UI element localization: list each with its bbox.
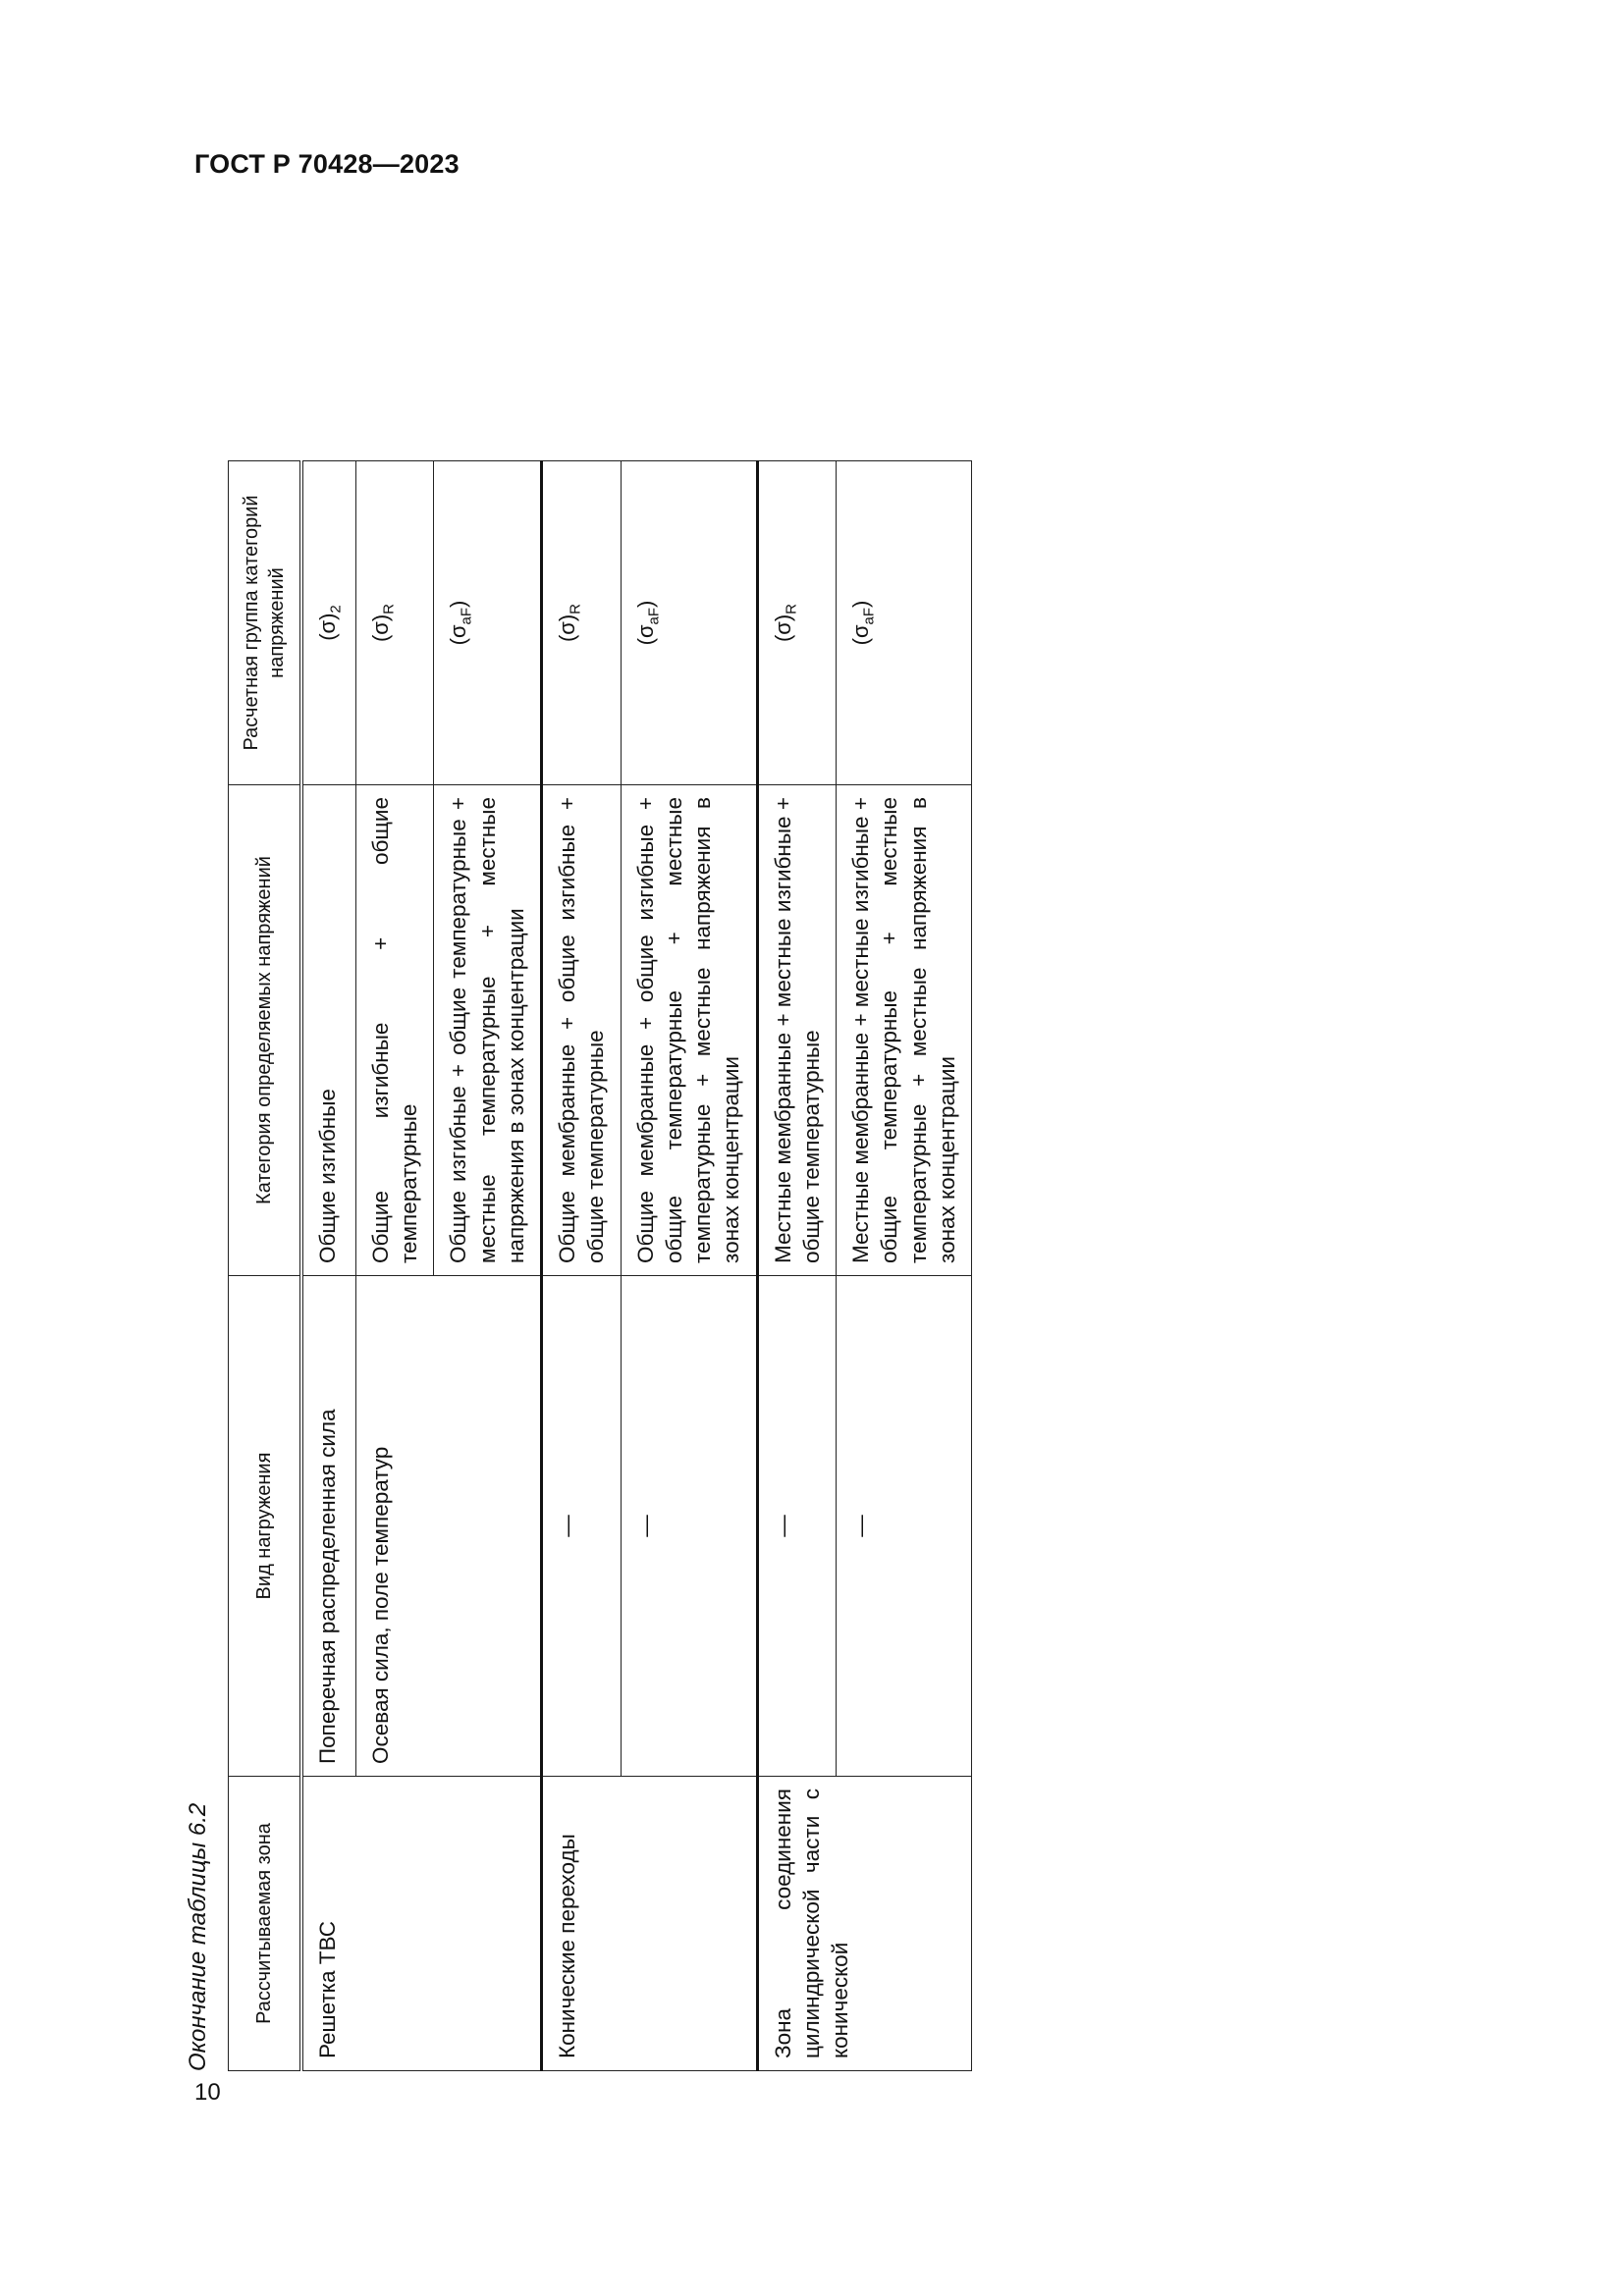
col-header-category: Категория определяемых напряжений bbox=[229, 785, 302, 1276]
document-code: ГОСТ Р 70428—2023 bbox=[194, 149, 460, 179]
group-cell bbox=[301, 461, 355, 785]
col-header-group: Расчетная группа категорий напряжений bbox=[229, 461, 302, 785]
table-row bbox=[757, 461, 837, 2071]
load-cell: — bbox=[837, 1276, 972, 1777]
category-line: температурные bbox=[397, 1103, 422, 1263]
zone-cell: Конические переходы bbox=[542, 1777, 758, 2071]
group-symbol: $(\sigma)_2$ bbox=[315, 605, 345, 641]
group-cell bbox=[355, 461, 434, 785]
group-symbol: $(\sigma_{aF})$ bbox=[632, 600, 663, 646]
group-cell bbox=[621, 461, 757, 785]
group-symbol: $(\sigma)_R$ bbox=[555, 603, 584, 643]
group-cell bbox=[434, 461, 542, 785]
category-cell: Общие изгибные + общие температурные + местные температурные + местные напряжения в зонах концентрации bbox=[434, 785, 542, 1276]
group-cell bbox=[542, 461, 622, 785]
zone-cell: Зона соединения цилиндрической части с конической bbox=[757, 1777, 972, 2071]
table-row bbox=[542, 461, 622, 2071]
load-cell: Поперечная распределенная сила bbox=[301, 1276, 355, 1777]
group-symbol: $(\sigma_{aF})$ bbox=[446, 600, 475, 646]
col-header-zone: Рассчитываемая зона bbox=[229, 1777, 302, 2071]
table-caption: Окончание таблицы 6.2 bbox=[185, 1802, 211, 2071]
category-cell bbox=[355, 785, 434, 1276]
group-cell bbox=[757, 461, 837, 785]
load-cell: — bbox=[757, 1276, 837, 1777]
stress-table bbox=[228, 460, 972, 2071]
category-cell: Местные мембранные + местные изгибные + общие температурные + местные температурные + местные напряжения в зонах концентрации bbox=[837, 785, 972, 1276]
category-cell: Местные мембранные + местные изгибные + общие температурные bbox=[757, 785, 837, 1276]
zone-cell: Решетка ТВС bbox=[301, 1777, 542, 2071]
group-cell bbox=[837, 461, 972, 785]
group-symbol: $(\sigma)_R$ bbox=[367, 603, 398, 643]
category-line: Общие изгибные + общие bbox=[367, 797, 393, 1263]
group-symbol: $(\sigma)_R$ bbox=[770, 603, 800, 643]
category-cell: Общие изгибные bbox=[301, 785, 355, 1276]
category-cell: Общие мембранные + общие изгибные + общие температурные bbox=[542, 785, 622, 1276]
col-header-load: Вид нагружения bbox=[229, 1276, 302, 1777]
group-symbol: $(\sigma_{aF})$ bbox=[848, 600, 878, 646]
category-cell: Общие мембранные + общие изгибные + общие температурные + местные температурные + местные напряжения в зонах концентрации bbox=[621, 785, 757, 1276]
table-row bbox=[301, 461, 355, 2071]
page-number: 10 bbox=[194, 2079, 221, 2106]
load-cell: Осевая сила, поле температур bbox=[355, 1276, 541, 1777]
load-cell: — bbox=[621, 1276, 757, 1777]
rotated-table-page bbox=[177, 69, 962, 2091]
load-cell: — bbox=[542, 1276, 622, 1777]
table-header-row bbox=[229, 461, 302, 2071]
